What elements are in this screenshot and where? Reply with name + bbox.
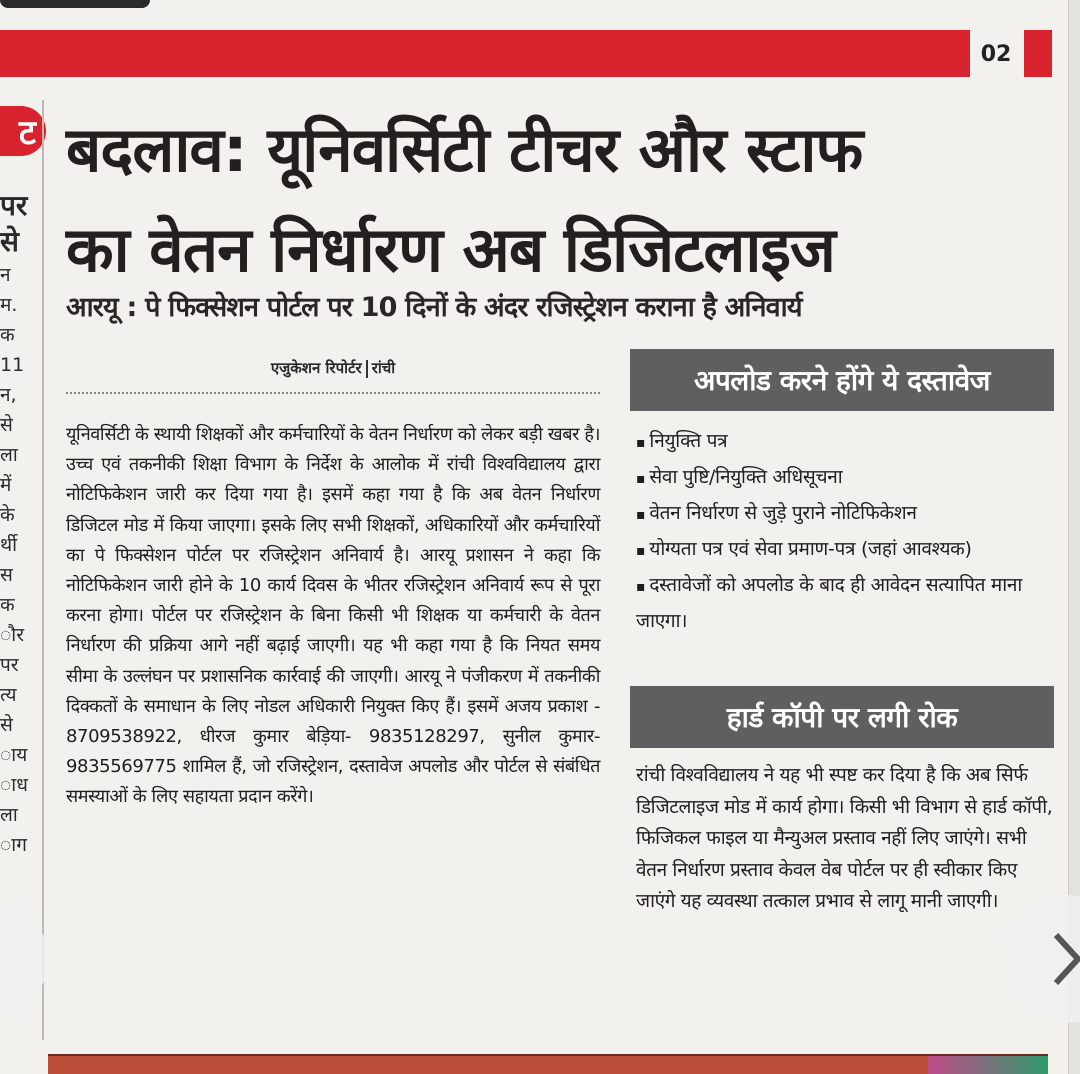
section-tag: ट — [0, 106, 46, 156]
column-fragment-line: ला — [0, 804, 18, 826]
page-number: 02 — [980, 41, 1012, 67]
documents-list — [636, 424, 1054, 638]
headline — [66, 100, 1056, 301]
column-fragment-line: पर — [0, 189, 28, 222]
page-header-band — [0, 30, 970, 77]
page-header-tab — [1024, 30, 1052, 77]
column-fragment-line: र्थी — [0, 534, 18, 556]
column-fragment-line: स — [0, 564, 13, 586]
list-item: ▪ दस्तावेजों को अपलोड के बाद ही आवेदन सत्यापित माना जाएगा। — [636, 568, 1054, 638]
byline-desk: एजुकेशन रिपोर्टर — [270, 359, 362, 377]
chevron-left-icon — [0, 929, 4, 989]
subheadline: आरयू : पे फिक्सेशन पोर्टल पर 10 दिनों के अंदर रजिस्ट्रेशन कराना है अनिवार्य — [66, 292, 802, 323]
byline — [66, 358, 600, 378]
column-fragment-line: क — [0, 594, 15, 616]
byline-city: रांची — [371, 359, 396, 377]
byline-separator — [366, 360, 368, 378]
documents-box-title: अपलोड करने होंगे ये दस्तावेज — [630, 349, 1054, 411]
headline-line-2: का वेतन निर्धारण अब डिजिटलाइज — [66, 213, 835, 287]
hardcopy-box-body: रांची विश्वविद्यालय ने यह भी स्पष्ट कर दिया है कि अब सिर्फ डिजिटलाइज मोड में कार्य होगा। किसी भी विभाग से हार्ड कॉपी, फिजिकल फाइल या मैन्युअल प्रस्ताव नहीं लिए जाएंगे। सभी वेतन निर्धारण प्रस्ताव केवल वेब पोर्टल पर ही स्वीकार किए जाएंगे यह व्यवस्था तत्काल प्रभाव से लागू मानी जाएगी। — [636, 764, 1053, 912]
list-item: ▪ योग्यता पत्र एवं सेवा प्रमाण-पत्र (जहां आवश्यक) — [636, 532, 1054, 568]
column-fragment-line: ाग — [0, 834, 27, 856]
hardcopy-box-title: हार्ड कॉपी पर लगी रोक — [630, 686, 1054, 748]
masthead-fragment — [0, 0, 150, 8]
column-fragment-line: ला — [0, 444, 18, 466]
chevron-right-icon — [1046, 929, 1080, 989]
headline-line-1: बदलाव: यूनिवर्सिटी टीचर और स्टाफ — [66, 113, 863, 186]
column-fragment-line: के — [0, 504, 15, 526]
column-fragment-line: 11 — [0, 354, 25, 376]
column-fragment-line: ाध — [0, 774, 28, 796]
column-fragment-line: से — [0, 714, 13, 736]
list-item: ▪ सेवा पुष्टि/नियुक्ति अधिसूचना — [636, 460, 1054, 496]
column-fragment-line: क — [0, 324, 15, 346]
column-fragment-line: न, — [0, 384, 17, 406]
column-divider — [42, 100, 44, 1040]
column-fragment-line: म. — [0, 294, 18, 316]
column-fragment-line: न — [0, 264, 11, 286]
column-fragment-line: ाय — [0, 744, 28, 766]
previous-image-button[interactable] — [0, 895, 48, 1023]
column-fragment-line: त्य — [0, 684, 17, 706]
column-fragment-line: से — [0, 225, 19, 258]
column-fragment-line: पर — [0, 654, 19, 676]
article-body: यूनिवर्सिटी के स्थायी शिक्षकों और कर्मचारियों के वेतन निर्धारण को लेकर बड़ी खबर है। उच्च एवं तकनीकी शिक्षा विभाग के निर्देश के आलोक में रांची विश्वविद्यालय द्वारा नोटिफिकेशन जारी कर दिया गया है। इसमें कहा गया है कि अब वेतन निर्धारण डिजिटल मोड में किया जाएगा। इसके लिए सभी शिक्षकों, अधिकारियों और कर्मचारियों का पे फिक्सेशन पोर्टल पर रजिस्ट्रेशन अनिवार्य है। आरयू प्रशासन ने कहा कि नोटिफिकेशन जारी होने के 10 कार्य दिवस के भीतर रजिस्ट्रेशन अनिवार्य रूप से पूरा करना होगा। पोर्टल पर रजिस्ट्रेशन के बिना किसी भी शिक्षक या कर्मचारी के वेतन निर्धारण की प्रक्रिया आगे नहीं बढ़ाई जाएगी। यह भी कहा गया है कि नियत समय सीमा के उल्लंघन पर प्रशासनिक कार्रवाई की जाएगी। आरयू ने पंजीकरण में तकनीकी दिक्कतों के समाधान के लिए नोडल अधिकारी नियुक्त किए हैं। इसमें अजय प्रकाश - 8709538922, धीरज कुमार बेड़िया- 9835128297, सुनील कुमार- 9835569775 शामिल हैं, जो रजिस्ट्रेशन, दस्तावेज अपलोड और पोर्टल से संबंधित समस्याओं के लिए सहायता प्रदान करेंगे। — [66, 424, 600, 808]
column-fragment-line: ौर — [0, 624, 24, 646]
byline-rule — [66, 392, 600, 394]
list-item: ▪ वेतन निर्धारण से जुड़े पुराने नोटिफिकेशन — [636, 496, 1054, 532]
list-item: ▪ नियुक्ति पत्र — [636, 424, 1054, 460]
column-fragment-line: से — [0, 414, 13, 436]
next-article-strip — [48, 1054, 1048, 1074]
column-fragment-line: में — [0, 474, 12, 496]
